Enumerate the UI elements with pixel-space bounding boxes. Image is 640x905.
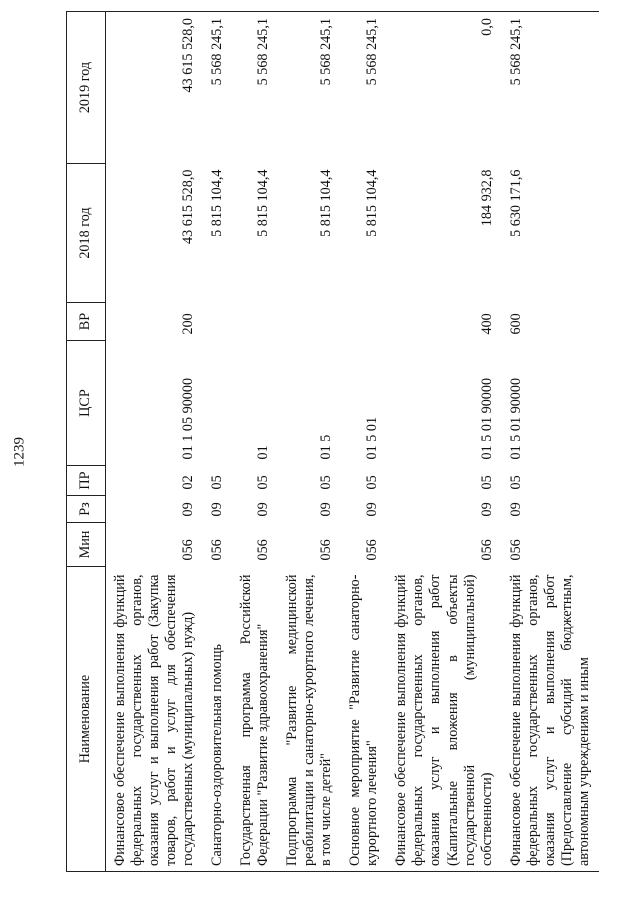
row-2019: 0,0 xyxy=(387,12,501,164)
row-rz: 09 xyxy=(478,502,495,517)
row-min: 056 xyxy=(318,539,335,561)
row-name: Санаторно-оздоровительная помощь xyxy=(203,567,232,872)
table-row xyxy=(387,12,501,872)
row-2019: 5 568 245,1 xyxy=(278,12,341,164)
row-csr: 01 5 xyxy=(318,434,335,460)
row-2018: 5 815 104,4 xyxy=(209,169,226,237)
table-row xyxy=(341,12,387,872)
row-2019: 5 568 245,1 xyxy=(502,12,599,164)
table-row xyxy=(502,12,599,872)
header-pr: ПР xyxy=(67,466,106,496)
header-min: Мин xyxy=(67,523,106,567)
row-csr: 01 5 01 xyxy=(364,416,381,460)
row-2018: 184 932,8 xyxy=(478,169,495,227)
row-rz: 09 xyxy=(255,502,272,517)
row-csr: 01 5 01 90000 xyxy=(507,377,524,460)
row-2019: 5 568 245,1 xyxy=(232,12,278,164)
row-2018: 5 815 104,4 xyxy=(364,169,381,237)
row-min: 056 xyxy=(255,539,272,561)
header-2019: 2019 год xyxy=(67,12,106,164)
row-pr: 05 xyxy=(507,475,524,490)
row-csr: 01 1 05 90000 xyxy=(180,377,197,460)
row-pr: 05 xyxy=(209,475,226,490)
table-row xyxy=(203,12,232,872)
row-vr xyxy=(232,303,278,341)
rotated-page-content xyxy=(66,12,592,872)
row-2018: 5 630 171,6 xyxy=(507,169,524,237)
row-rz: 09 xyxy=(507,502,524,517)
row-min: 056 xyxy=(478,539,495,561)
row-name: Финансовое обеспечение выполнения функций федеральных государственных органов, оказания услуг и выполнения работ (Предоставление субсидий бюджетным, автономным учреждениям и иным xyxy=(502,567,599,872)
row-vr xyxy=(341,303,387,341)
row-name: Финансовое обеспечение выполнения функций федеральных государственных органов, оказания услуг и выполнения работ (Закупка товаров, работ и услуг для обеспечения государственных (муниципальных) нужд) xyxy=(106,567,204,872)
row-min: 056 xyxy=(180,539,197,561)
row-name: Подпрограмма "Развитие медицинской реабилитации и санаторно-курортного лечения, в том числе детей" xyxy=(278,567,341,872)
row-vr xyxy=(203,303,232,341)
row-min: 056 xyxy=(364,539,381,561)
row-pr: 02 xyxy=(180,475,197,490)
row-min: 056 xyxy=(507,539,524,561)
row-rz: 09 xyxy=(318,502,335,517)
row-pr: 05 xyxy=(478,475,495,490)
row-name: Финансовое обеспечение выполнения функций федеральных государственных органов, оказания услуг и выполнения работ (Капитальные вложения в объекты государственной (муниципальной) собственности) xyxy=(387,567,501,872)
row-vr: 200 xyxy=(180,313,197,335)
header-vr: ВР xyxy=(67,303,106,341)
table-row xyxy=(278,12,341,872)
header-name: Наименование xyxy=(67,567,106,872)
row-vr: 600 xyxy=(507,313,524,335)
row-csr xyxy=(203,341,232,466)
row-rz: 09 xyxy=(180,502,197,517)
row-2018: 43 615 528,0 xyxy=(180,169,197,244)
header-csr: ЦСР xyxy=(67,341,106,466)
row-2019: 5 568 245,1 xyxy=(203,12,232,164)
row-pr: 05 xyxy=(364,475,381,490)
row-csr: 01 xyxy=(255,445,272,460)
row-2019: 5 568 245,1 xyxy=(341,12,387,164)
row-pr: 05 xyxy=(318,475,335,490)
header-row xyxy=(67,12,106,872)
table-header xyxy=(67,12,106,872)
row-2018: 5 815 104,4 xyxy=(318,169,335,237)
header-rz: Рз xyxy=(67,496,106,523)
row-pr: 05 xyxy=(255,475,272,490)
row-min: 056 xyxy=(209,539,226,561)
header-2018: 2018 год xyxy=(67,164,106,303)
table-row xyxy=(106,12,204,872)
page-number: 1239 xyxy=(11,437,28,467)
table-body xyxy=(106,12,599,872)
row-2018: 5 815 104,4 xyxy=(255,169,272,237)
table-row xyxy=(232,12,278,872)
row-2019: 43 615 528,0 xyxy=(106,12,204,164)
row-rz: 09 xyxy=(364,502,381,517)
budget-table xyxy=(66,11,599,872)
row-name: Основное мероприятие "Развитие санаторно-курортного лечения" xyxy=(341,567,387,872)
row-rz: 09 xyxy=(209,502,226,517)
row-vr xyxy=(278,303,341,341)
row-csr: 01 5 01 90000 xyxy=(478,377,495,460)
row-name: Государственная программа Российской Федерации "Развитие здравоохранения" xyxy=(232,567,278,872)
row-vr: 400 xyxy=(478,313,495,335)
